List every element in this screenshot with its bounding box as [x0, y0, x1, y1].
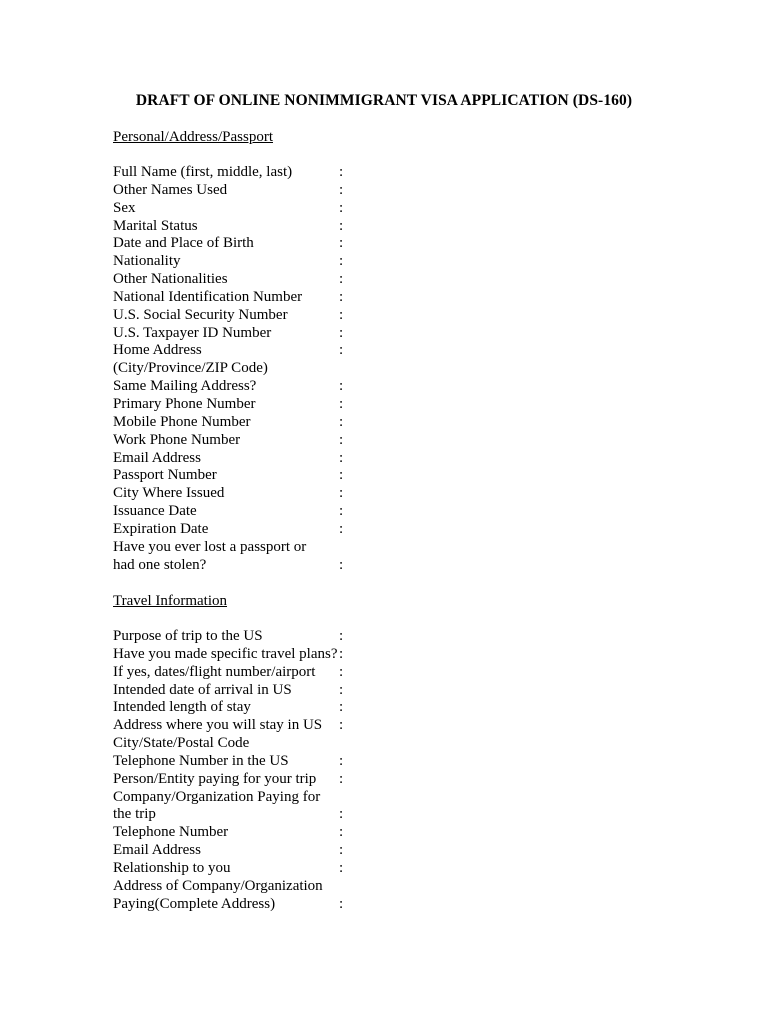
field-label: Telephone Number in the US: [113, 752, 289, 769]
field-label: Same Mailing Address?: [113, 378, 257, 395]
field-colon: :: [339, 217, 344, 234]
field-row: [113, 342, 373, 360]
field-colon: :: [339, 806, 344, 823]
field-label: Date and Place of Birth: [113, 235, 254, 252]
field-row: [113, 200, 373, 218]
field-colon: :: [339, 431, 344, 448]
document-title: DRAFT OF ONLINE NONIMMIGRANT VISA APPLICATION (DS-160): [135, 92, 633, 109]
personal-field-list: [113, 164, 373, 574]
field-colon: :: [339, 645, 344, 662]
field-colon: :: [339, 895, 344, 912]
field-label: Expiration Date: [113, 520, 209, 537]
field-label: Intended length of stay: [113, 699, 251, 716]
field-row: [113, 467, 373, 485]
field-colon: :: [339, 378, 344, 395]
field-colon: :: [339, 413, 344, 430]
field-colon: :: [339, 235, 344, 252]
field-colon: :: [339, 681, 344, 698]
field-colon: :: [339, 520, 344, 537]
field-row: [113, 753, 373, 771]
field-label: Paying(Complete Address): [113, 895, 276, 912]
section-heading-travel: Travel Information: [113, 593, 228, 609]
field-colon: :: [339, 556, 344, 573]
field-row: [113, 289, 373, 307]
field-label: Person/Entity paying for your trip: [113, 770, 317, 787]
field-row: [113, 628, 373, 646]
field-label: Address where you will stay in US: [113, 717, 323, 734]
field-row: [113, 218, 373, 236]
field-colon: :: [339, 485, 344, 502]
field-label: Sex: [113, 199, 136, 216]
field-label: Address of Company/Organization: [113, 877, 323, 894]
field-row: [113, 182, 373, 200]
field-colon: :: [339, 842, 344, 859]
field-label: Other Names Used: [113, 181, 228, 198]
field-row: [113, 664, 373, 682]
field-label: the trip: [113, 806, 156, 823]
field-label: Email Address: [113, 842, 201, 859]
field-label: National Identification Number: [113, 288, 303, 305]
field-label: Telephone Number: [113, 824, 229, 841]
field-row: [113, 735, 373, 753]
field-label: Marital Status: [113, 217, 198, 234]
field-colon: :: [339, 342, 344, 359]
field-row: [113, 503, 373, 521]
field-colon: :: [339, 503, 344, 520]
field-row: [113, 557, 373, 575]
field-row: [113, 717, 373, 735]
field-row: [113, 307, 373, 325]
field-label: U.S. Social Security Number: [113, 306, 288, 323]
field-row: [113, 450, 373, 468]
field-label: City/State/Postal Code: [113, 735, 250, 752]
field-colon: :: [339, 717, 344, 734]
field-row: [113, 164, 373, 182]
field-colon: :: [339, 271, 344, 288]
field-label: Work Phone Number: [113, 431, 241, 448]
field-label: Nationality: [113, 253, 181, 270]
field-label: Email Address: [113, 449, 201, 466]
field-row: [113, 771, 373, 789]
field-label: had one stolen?: [113, 556, 207, 573]
field-row: [113, 789, 373, 807]
field-row: [113, 360, 373, 378]
field-colon: :: [339, 859, 344, 876]
field-row: [113, 253, 373, 271]
field-colon: :: [339, 699, 344, 716]
section-heading-personal: Personal/Address/Passport: [113, 129, 273, 145]
field-colon: :: [339, 288, 344, 305]
field-colon: :: [339, 663, 344, 680]
travel-field-list: [113, 628, 373, 914]
field-row: [113, 378, 373, 396]
field-row: [113, 485, 373, 503]
field-colon: :: [339, 752, 344, 769]
field-label: If yes, dates/flight number/airport: [113, 663, 316, 680]
field-label: Have you made specific travel plans?: [113, 645, 338, 662]
field-label: City Where Issued: [113, 485, 225, 502]
field-label: (City/Province/ZIP Code): [113, 360, 268, 377]
field-row: [113, 521, 373, 539]
field-row: [113, 414, 373, 432]
field-row: [113, 824, 373, 842]
field-colon: :: [339, 253, 344, 270]
field-row: [113, 432, 373, 450]
field-colon: :: [339, 306, 344, 323]
field-label: Primary Phone Number: [113, 395, 256, 412]
field-label: Other Nationalities: [113, 271, 228, 288]
field-row: [113, 896, 373, 914]
field-row: [113, 699, 373, 717]
field-label: Full Name (first, middle, last): [113, 164, 293, 180]
field-colon: :: [339, 449, 344, 466]
field-row: [113, 396, 373, 414]
field-colon: :: [339, 324, 344, 341]
field-row: [113, 842, 373, 860]
field-colon: :: [339, 770, 344, 787]
field-label: Intended date of arrival in US: [113, 681, 292, 698]
field-label: Passport Number: [113, 467, 217, 484]
field-row: [113, 235, 373, 253]
field-row: [113, 878, 373, 896]
field-label: Issuance Date: [113, 503, 197, 520]
field-label: Mobile Phone Number: [113, 413, 251, 430]
field-colon: :: [339, 824, 344, 841]
field-row: [113, 646, 373, 664]
field-row: [113, 539, 373, 557]
field-label: Company/Organization Paying for: [113, 788, 321, 805]
field-label: Have you ever lost a passport or: [113, 538, 307, 555]
field-label: Home Address: [113, 342, 202, 359]
field-colon: :: [339, 628, 344, 644]
field-label: U.S. Taxpayer ID Number: [113, 324, 272, 341]
field-row: [113, 271, 373, 289]
field-colon: :: [339, 164, 344, 180]
field-row: [113, 682, 373, 700]
field-colon: :: [339, 199, 344, 216]
field-colon: :: [339, 395, 344, 412]
field-row: [113, 860, 373, 878]
field-row: [113, 325, 373, 343]
field-colon: :: [339, 467, 344, 484]
field-row: [113, 806, 373, 824]
field-label: Purpose of trip to the US: [113, 628, 263, 644]
field-colon: :: [339, 181, 344, 198]
field-label: Relationship to you: [113, 859, 231, 876]
